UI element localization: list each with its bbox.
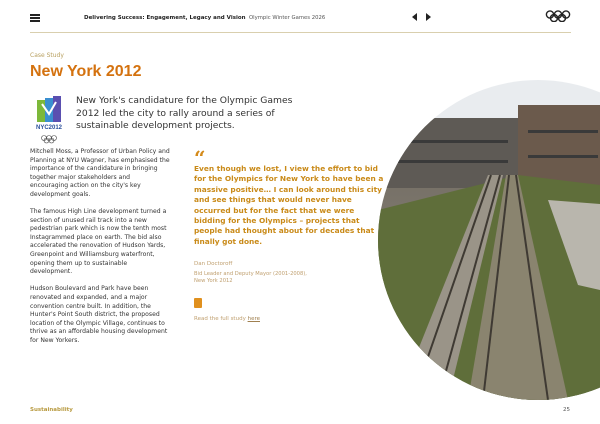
menu-icon[interactable] — [30, 14, 40, 22]
quote-author: Dan Doctoroff — [194, 261, 233, 267]
document-title: Delivering Success: Engagement, Legacy and Vision — [84, 15, 246, 21]
body-paragraph: Mitchell Moss, a Professor of Urban Policy and Planning at NYU Wagner, has emphasised the importance of the candidature in bringing together major stakeholders and encouraging action on the city's key development goals. — [30, 148, 170, 198]
body-text — [30, 148, 170, 354]
pull-quote: Even though we lost, I view the effort to bid for the Olympics for New York to have been a massive positive… I can look around this city and see things that would never have occurred but for the fact that we were bidding for the Olympics – projects that people had thought about for decades that finally got done. — [194, 164, 384, 246]
page-title: New York 2012 — [30, 63, 142, 80]
high-line-photo — [378, 80, 600, 400]
read-more-link[interactable]: here — [247, 316, 260, 322]
nyc2012-logo — [34, 96, 64, 146]
quote-mark-icon: “ — [194, 146, 206, 170]
document-subtitle: Olympic Winter Games 2026 — [249, 15, 326, 21]
document-icon — [194, 298, 202, 308]
footer-section: Sustainability — [30, 407, 73, 413]
svg-text:NYC2012: NYC2012 — [35, 125, 63, 131]
page-number: 25 — [563, 407, 570, 413]
previous-page-icon[interactable] — [412, 13, 417, 21]
body-paragraph: The famous High Line development turned a section of unused rail track into a new pedestrian park which is now the tenth most Instagrammed place on earth. The bid also accelerated the renovation of Hudson Yards, Greenpoint and Williamsburg waterfront, opening them up to sustainable development. — [30, 208, 167, 276]
read-more-text: Read the full study — [194, 316, 248, 322]
read-more — [194, 316, 260, 322]
intro-text: New York's candidature for the Olympic Games 2012 led the city to rally around a series of sustainable development projects. — [76, 95, 293, 131]
body-paragraph: Hudson Boulevard and Park have been renovated and expanded, and a major convention centre built. In addition, the Hunter's Point South district, the proposed location of the Olympic Village, continues to thrive as an affordable housing development for New Yorkers. — [30, 285, 168, 344]
header-divider — [30, 32, 571, 33]
olympic-rings-icon — [545, 10, 571, 22]
next-page-icon[interactable] — [426, 13, 431, 21]
section-label: Case Study — [30, 52, 64, 59]
quote-author-role: Bid Leader and Deputy Mayor (2001-2008), New York 2012 — [194, 271, 307, 284]
